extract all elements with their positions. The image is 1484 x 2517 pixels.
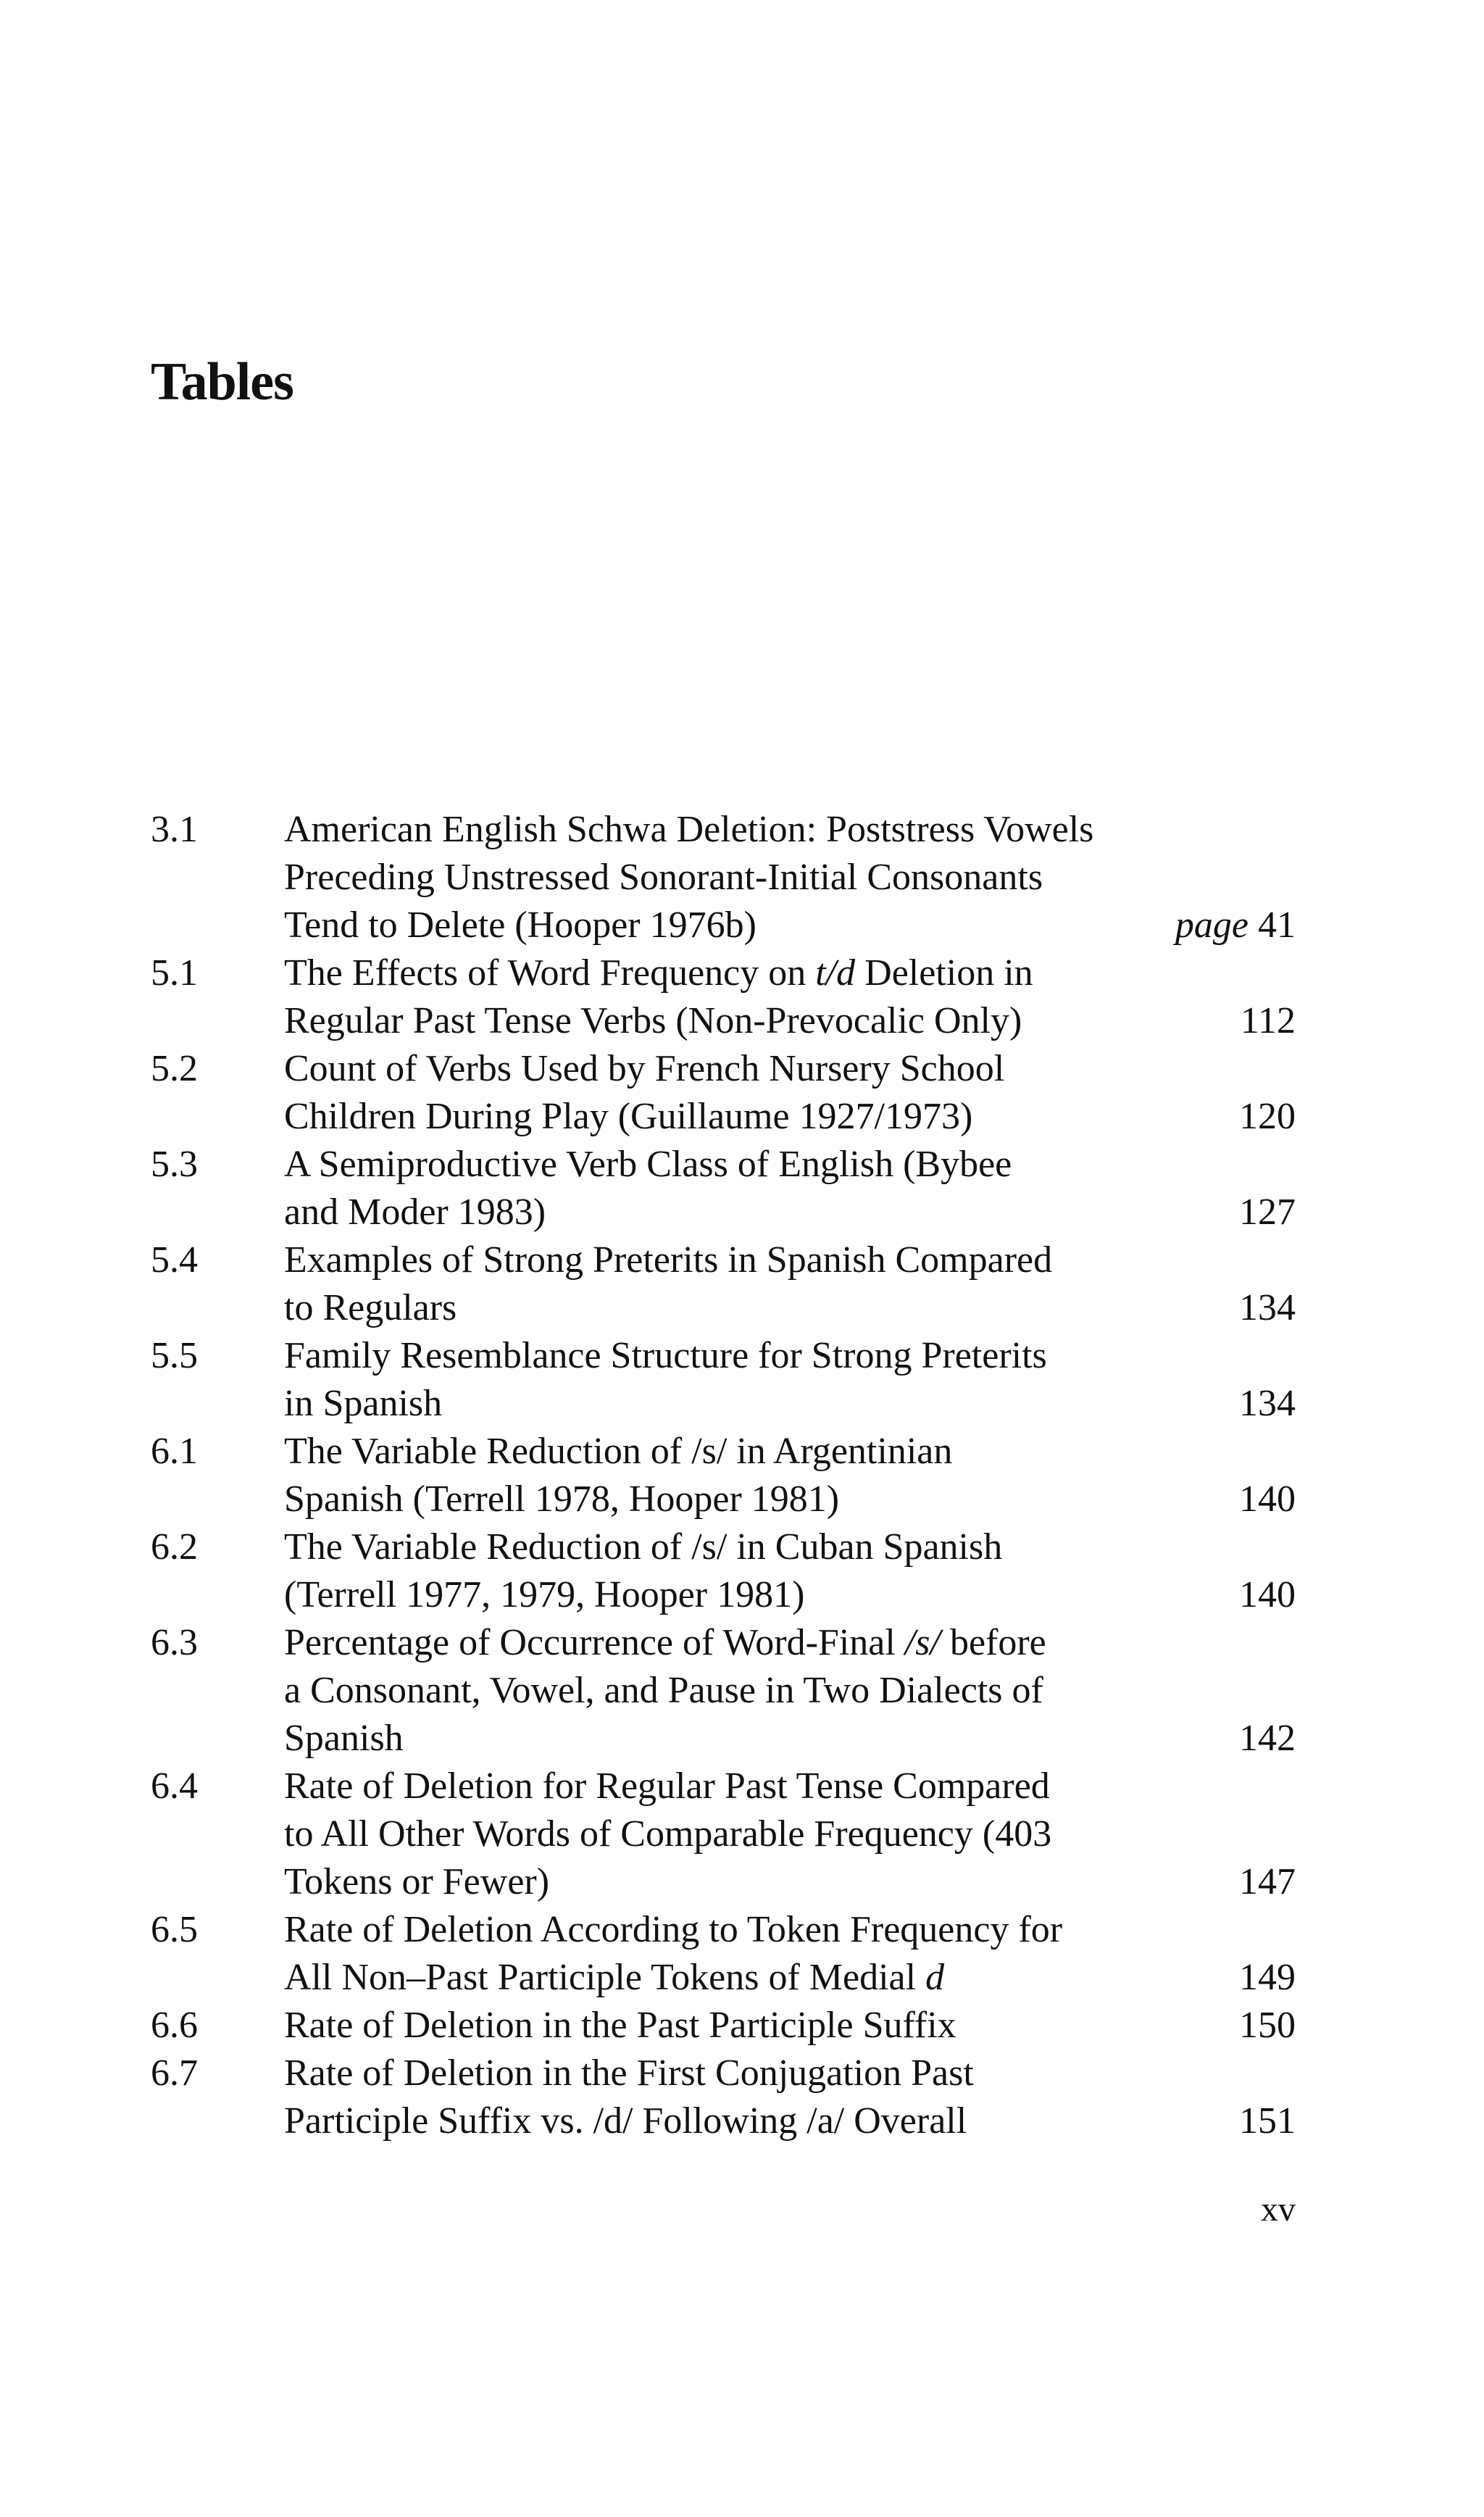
table-title-line	[284, 1332, 1306, 1380]
table-title-line	[284, 1476, 1306, 1523]
table-title	[284, 1763, 1306, 1906]
table-entry	[151, 2050, 1296, 2145]
title-text: A Semiproductive Verb Class of English (Bybee	[284, 1144, 1012, 1185]
title-text: Regular Past Tense Verbs (Non-Prevocalic Only)	[284, 1000, 1022, 1041]
page-number-value: 142	[1239, 1718, 1296, 1759]
table-entry	[151, 1045, 1296, 1141]
table-number: 6.1	[151, 1431, 198, 1472]
table-number: 6.2	[151, 1526, 198, 1568]
table-title-line	[284, 1141, 1306, 1189]
table-title	[284, 1619, 1306, 1763]
page-reference	[1239, 1189, 1296, 1236]
page-prefix-label: page	[1175, 904, 1249, 946]
page-number-value: 134	[1239, 1287, 1296, 1328]
table-title-line	[284, 1428, 1306, 1476]
title-text: Spanish	[284, 1718, 404, 1759]
table-title	[284, 1141, 1306, 1236]
table-number: 6.4	[151, 1765, 198, 1807]
table-number: 5.4	[151, 1239, 198, 1281]
table-title	[284, 1236, 1306, 1332]
page-reference	[1239, 2002, 1296, 2050]
table-title-line	[284, 1045, 1306, 1093]
page-reference	[1239, 1476, 1296, 1523]
table-title-line	[284, 854, 1306, 902]
table-number: 6.6	[151, 2005, 198, 2046]
table-title	[284, 1523, 1306, 1619]
table-title-line	[284, 1571, 1306, 1619]
table-entry	[151, 1141, 1296, 1236]
title-text: Tend to Delete (Hooper 1976b)	[284, 904, 756, 946]
table-title-line	[284, 1236, 1306, 1284]
table-title-line	[284, 1523, 1306, 1571]
table-entry	[151, 1619, 1296, 1763]
page-reference	[1239, 1284, 1296, 1332]
page-number-value: 151	[1239, 2100, 1296, 2142]
table-title-line	[284, 1715, 1306, 1763]
table-title-line	[284, 1284, 1306, 1332]
table-number: 5.5	[151, 1335, 198, 1376]
table-title-line	[284, 1667, 1306, 1715]
table-number: 6.5	[151, 1909, 198, 1950]
table-number: 6.3	[151, 1622, 198, 1663]
table-title	[284, 2002, 1306, 2050]
page-number-value: 41	[1258, 904, 1296, 946]
title-text: Preceding Unstressed Sonorant-Initial Consonants	[284, 857, 1043, 898]
title-text: Participle Suffix vs. /d/ Following /a/ Overall	[284, 2100, 967, 2142]
title-text: Examples of Strong Preterits in Spanish Compared	[284, 1239, 1053, 1281]
page-number-value: 120	[1239, 1096, 1296, 1137]
table-title	[284, 1332, 1306, 1428]
table-entry	[151, 1236, 1296, 1332]
table-title-line	[284, 1954, 1306, 2002]
page-number: xv	[1261, 2190, 1296, 2229]
table-title-line	[284, 1093, 1306, 1141]
table-title	[284, 1906, 1306, 2002]
table-title	[284, 806, 1306, 949]
table-title	[284, 949, 1306, 1045]
page-reference	[1239, 1380, 1296, 1428]
title-text: The Variable Reduction of /s/ in Argentinian	[284, 1431, 953, 1472]
title-text: Family Resemblance Structure for Strong Preterits	[284, 1335, 1047, 1376]
table-entry	[151, 806, 1296, 949]
table-title-line	[284, 2050, 1306, 2097]
title-text: All Non–Past Participle Tokens of Medial	[284, 1957, 926, 1998]
title-text: The Variable Reduction of /s/ in Cuban Spanish	[284, 1526, 1003, 1568]
page-reference	[1241, 997, 1296, 1045]
title-text: t/d	[815, 952, 856, 994]
table-title	[284, 1428, 1306, 1523]
table-title-line	[284, 1906, 1306, 1954]
title-text: Tokens or Fewer)	[284, 1861, 550, 1902]
title-text: and Moder 1983)	[284, 1191, 546, 1233]
page-number-value: 134	[1239, 1383, 1296, 1424]
table-entry	[151, 1428, 1296, 1523]
page-reference	[1239, 1093, 1296, 1141]
table-title-line	[284, 1810, 1306, 1858]
page-reference	[1239, 1858, 1296, 1906]
table-entry	[151, 1523, 1296, 1619]
page-reference	[1239, 1571, 1296, 1619]
page-reference	[1239, 2097, 1296, 2145]
title-text: a Consonant, Vowel, and Pause in Two Dialects of	[284, 1670, 1043, 1711]
table-entry	[151, 2002, 1296, 2050]
table-title-line	[284, 1763, 1306, 1810]
table-number: 3.1	[151, 809, 198, 850]
title-text: Children During Play (Guillaume 1927/1973)	[284, 1096, 973, 1137]
title-text: (Terrell 1977, 1979, Hooper 1981)	[284, 1574, 805, 1615]
title-text: Percentage of Occurrence of Word-Final	[284, 1622, 905, 1663]
title-text: Rate of Deletion in the First Conjugation Past	[284, 2052, 974, 2094]
table-number: 5.2	[151, 1048, 198, 1089]
page-number-value: 150	[1239, 2005, 1296, 2046]
table-entry	[151, 949, 1296, 1045]
title-text: Count of Verbs Used by French Nursery School	[284, 1048, 1005, 1089]
table-entry	[151, 1763, 1296, 1906]
table-title-line	[284, 2002, 1306, 2050]
table-number: 5.1	[151, 952, 198, 994]
page-reference	[1239, 1954, 1296, 2002]
page-number-value: 140	[1239, 1574, 1296, 1615]
page-reference	[1239, 1715, 1296, 1763]
table-entry	[151, 1906, 1296, 2002]
table-title-line	[284, 1189, 1306, 1236]
page-number-value: 127	[1239, 1191, 1296, 1233]
table-entry	[151, 1332, 1296, 1428]
list-of-tables	[151, 806, 1296, 2145]
title-text: to All Other Words of Comparable Frequency (403	[284, 1813, 1052, 1855]
table-title-line	[284, 1619, 1306, 1667]
table-title-line	[284, 1380, 1306, 1428]
table-number: 6.7	[151, 2052, 198, 2094]
table-title-line	[284, 949, 1306, 997]
title-text: before	[940, 1622, 1046, 1663]
table-title	[284, 1045, 1306, 1141]
page-number-value: 112	[1240, 1000, 1296, 1041]
title-text: Rate of Deletion According to Token Frequency for	[284, 1909, 1063, 1950]
title-text: Rate of Deletion for Regular Past Tense Compared	[284, 1765, 1050, 1807]
title-text: Deletion in	[855, 952, 1033, 994]
table-title-line	[284, 806, 1306, 854]
table-title-line	[284, 2097, 1306, 2145]
title-text: d	[925, 1957, 945, 1998]
title-text: The Effects of Word Frequency on	[284, 952, 816, 994]
table-title	[284, 2050, 1306, 2145]
title-text: Spanish (Terrell 1978, Hooper 1981)	[284, 1478, 840, 1520]
title-text: in Spanish	[284, 1383, 443, 1424]
title-text: /s/	[904, 1622, 941, 1663]
page-title: Tables	[151, 352, 293, 412]
table-number: 5.3	[151, 1144, 198, 1185]
table-title-line	[284, 997, 1306, 1045]
title-text: to Regulars	[284, 1287, 457, 1328]
title-text: Rate of Deletion in the Past Participle Suffix	[284, 2005, 956, 2046]
title-text: American English Schwa Deletion: Poststress Vowels	[284, 809, 1094, 850]
page-number-value: 149	[1239, 1957, 1296, 1998]
page-number-value: 140	[1239, 1478, 1296, 1520]
page-number-value: 147	[1239, 1861, 1296, 1902]
table-title-line	[284, 902, 1306, 949]
page-reference	[1175, 902, 1296, 949]
table-title-line	[284, 1858, 1306, 1906]
